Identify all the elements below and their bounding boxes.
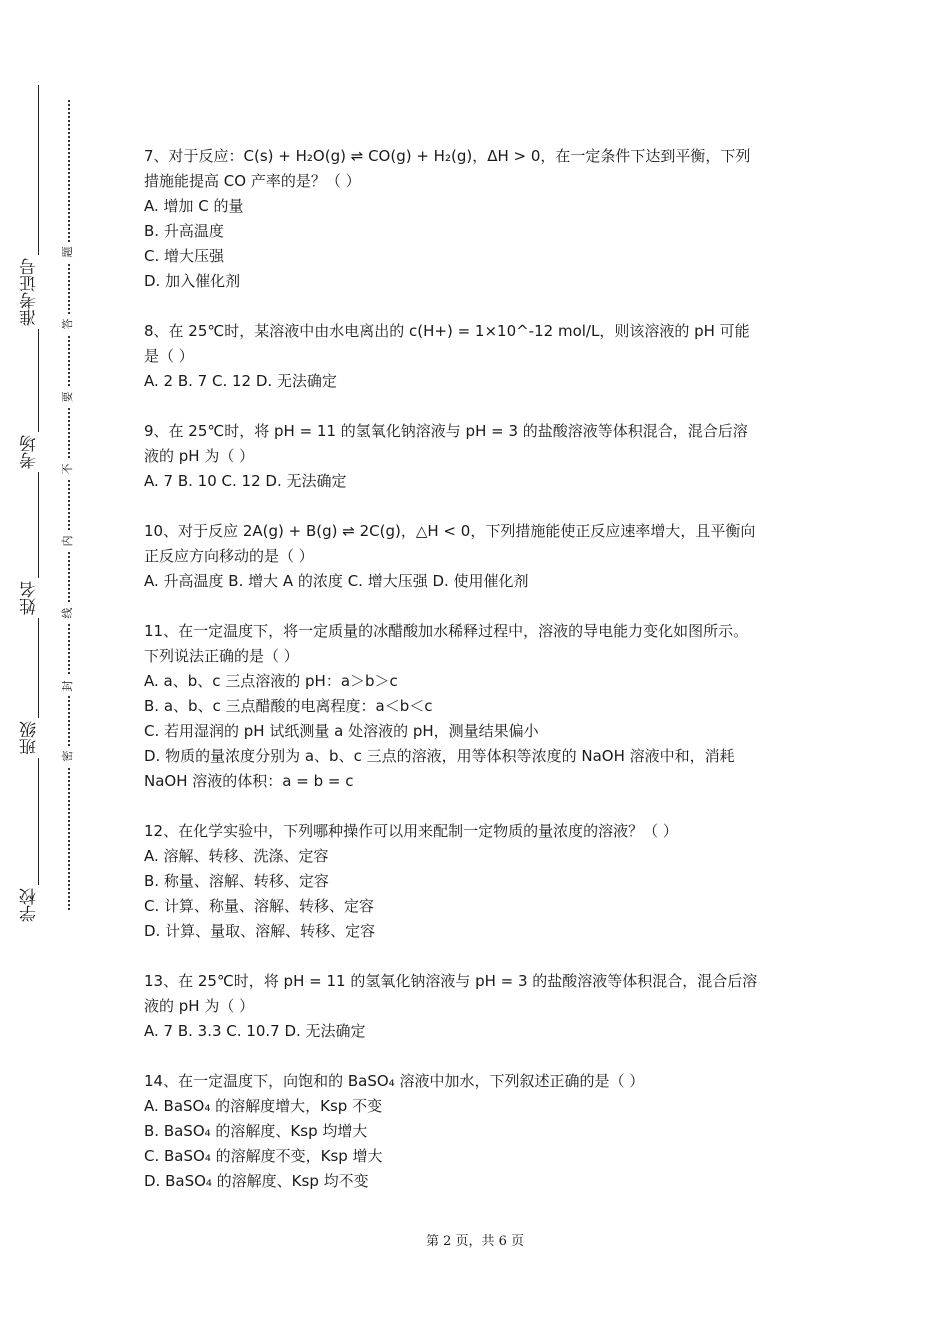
question-10: [144, 519, 814, 594]
seal-char: 题: [60, 242, 76, 262]
option-d: D. 物质的量浓度分别为 a、b、c 三点的溶液，用等体积等浓度的 NaOH 溶液中和，消耗: [144, 747, 735, 765]
option-a: A. a、b、c 三点溶液的 pH：a＞b＞c: [144, 672, 398, 690]
option-b: B. a、b、c 三点醋酸的电离程度：a＜b＜c: [144, 697, 433, 715]
question-stem: 下列说法正确的是（ ）: [144, 647, 299, 665]
question-stem: 液的 pH 为（ ）: [144, 447, 255, 465]
field-label-exam-id: 准考证号: [20, 255, 44, 329]
question-stem: 14、在一定温度下，向饱和的 BaSO₄ 溶液中加水，下列叙述正确的是（ ）: [144, 1072, 645, 1090]
option-c: C. BaSO₄ 的溶解度不变，Ksp 增大: [144, 1147, 383, 1165]
option-d: D. 加入催化剂: [144, 272, 241, 290]
options-inline: A. 2 B. 7 C. 12 D. 无法确定: [144, 372, 337, 390]
option-d-continued: NaOH 溶液的体积：a = b = c: [144, 772, 354, 790]
question-stem: 12、在化学实验中，下列哪种操作可以用来配制一定物质的量浓度的溶液？（ ）: [144, 822, 678, 840]
page-number-footer: 第 2 页，共 6 页: [425, 1234, 525, 1249]
option-b: B. BaSO₄ 的溶解度、Ksp 均增大: [144, 1122, 368, 1140]
question-9: [144, 419, 814, 494]
seal-dotted-line: [68, 100, 70, 910]
question-11: [144, 619, 814, 794]
option-c: C. 若用湿润的 pH 试纸测量 a 处溶液的 pH，测量结果偏小: [144, 722, 539, 740]
seal-char: 答: [60, 314, 76, 334]
option-b: B. 称量、溶解、转移、定容: [144, 872, 329, 890]
field-label-school: 学校: [20, 885, 44, 925]
seal-char: 线: [60, 603, 76, 623]
question-stem: 措施能提高 CO 产率的是？（ ）: [144, 172, 361, 190]
field-label-name: 姓名: [20, 578, 44, 618]
seal-char: 封: [60, 676, 76, 696]
option-a: A. 增加 C 的量: [144, 197, 244, 215]
seal-char: 不: [60, 459, 76, 479]
question-list: [144, 144, 814, 1219]
options-inline: A. 7 B. 10 C. 12 D. 无法确定: [144, 472, 347, 490]
seal-char: 内: [60, 531, 76, 551]
option-b: B. 升高温度: [144, 222, 224, 240]
options-inline: A. 升高温度 B. 增大 A 的浓度 C. 增大压强 D. 使用催化剂: [144, 572, 529, 590]
option-a: A. BaSO₄ 的溶解度增大，Ksp 不变: [144, 1097, 383, 1115]
question-7: [144, 144, 814, 294]
option-c: C. 增大压强: [144, 247, 225, 265]
question-stem: 液的 pH 为（ ）: [144, 997, 255, 1015]
question-stem: 8、在 25℃时，某溶液中由水电离出的 c(H+) = 1×10^-12 mol/L，则该溶液的 pH 可能: [144, 322, 750, 340]
seal-char: 要: [60, 387, 76, 407]
question-13: [144, 969, 814, 1044]
option-d: D. 计算、量取、溶解、转移、定容: [144, 922, 376, 940]
options-inline: A. 7 B. 3.3 C. 10.7 D. 无法确定: [144, 1022, 366, 1040]
option-a: A. 溶解、转移、洗涤、定容: [144, 847, 329, 865]
question-stem: 13、在 25℃时，将 pH = 11 的氢氧化钠溶液与 pH = 3 的盐酸溶液等体积混合，混合后溶: [144, 972, 758, 990]
question-14: [144, 1069, 814, 1194]
question-stem: 是（ ）: [144, 347, 194, 365]
field-label-class: 班级: [20, 718, 44, 758]
question-stem: 7、对于反应：C(s) + H₂O(g) ⇌ CO(g) + H₂(g)，ΔH > 0，在一定条件下达到平衡，下列: [144, 147, 751, 165]
question-stem: 正反应方向移动的是（ ）: [144, 547, 314, 565]
question-stem: 11、在一定温度下，将一定质量的冰醋酸加水稀释过程中，溶液的导电能力变化如图所示。: [144, 622, 749, 640]
binding-margin: [0, 0, 110, 1344]
seal-char: 密: [60, 746, 76, 766]
option-d: D. BaSO₄ 的溶解度、Ksp 均不变: [144, 1172, 369, 1190]
option-c: C. 计算、称量、溶解、转移、定容: [144, 897, 375, 915]
question-12: [144, 819, 814, 944]
question-8: [144, 319, 814, 394]
field-label-exam-room: 考场: [20, 432, 44, 472]
question-stem: 9、在 25℃时，将 pH = 11 的氢氧化钠溶液与 pH = 3 的盐酸溶液等体积混合，混合后溶: [144, 422, 748, 440]
question-stem: 10、对于反应 2A(g) + B(g) ⇌ 2C(g)，△H < 0，下列措施能使正反应速率增大，且平衡向: [144, 522, 756, 540]
binding-solid-line: [38, 85, 39, 925]
